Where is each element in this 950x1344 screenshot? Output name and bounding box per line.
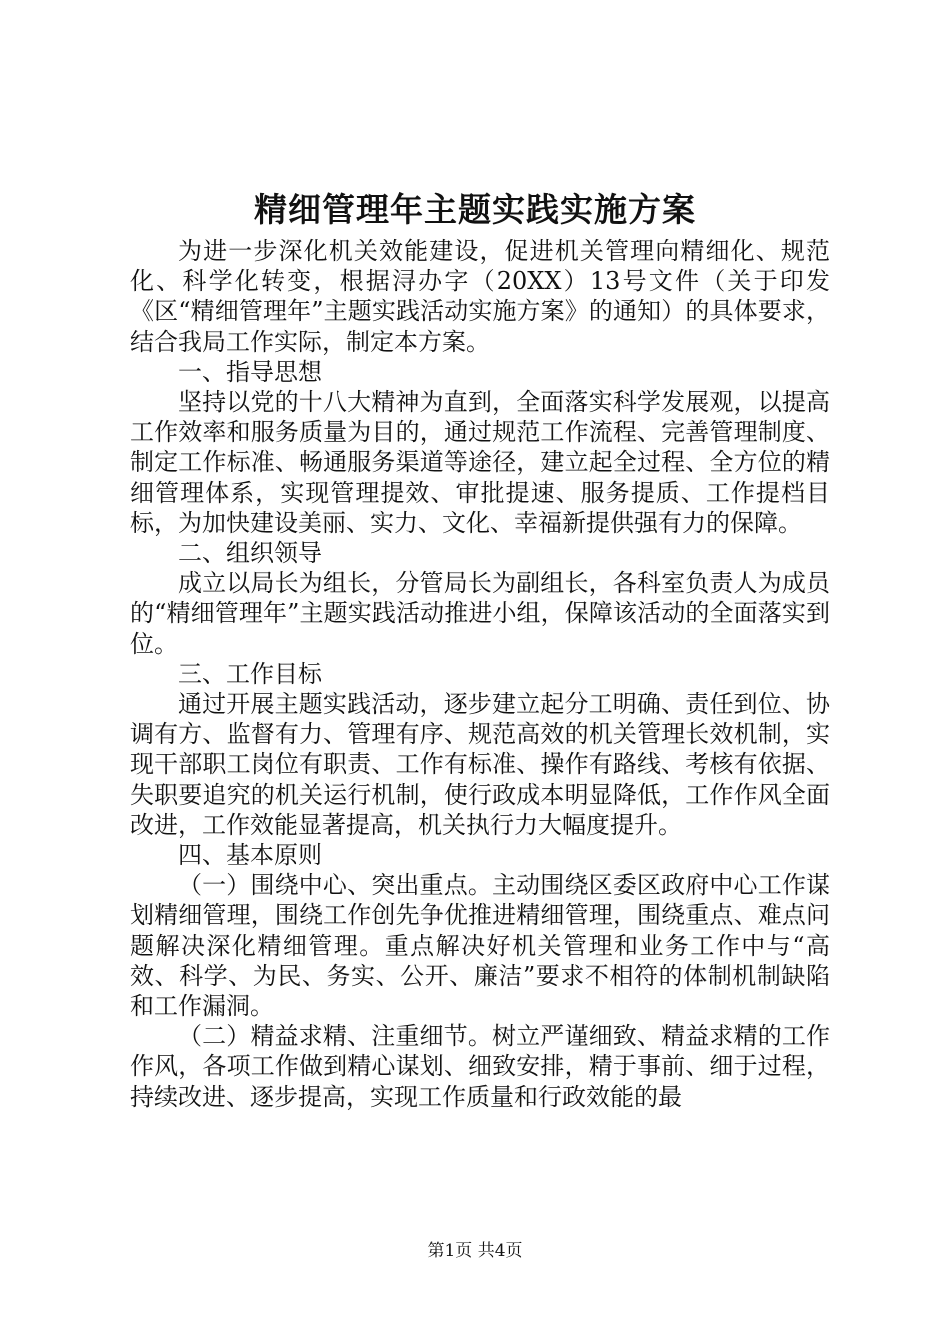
document-title: 精细管理年主题实践实施方案 bbox=[254, 190, 696, 229]
heading-guiding-ideology: 一、指导思想 bbox=[178, 357, 322, 386]
paragraph-work-goals: 通过开展主题实践活动，逐步建立起分工明确、责任到位、协调有方、监督有力、管理有序、规范高效的机关管理长效机制，实现干部职工岗位有职责、工作有标准、操作有路线、考核有依据、失职要追究的机关运行机制，使行政成本明显降低，工作作风全面改进，工作效能显著提高，机关执行力大幅度提升。 bbox=[130, 690, 830, 839]
paragraph-principle-1: （一）围绕中心、突出重点。主动围绕区委区政府中心工作谋划精细管理，围绕工作创先争优推进精细管理，围绕重点、难点问题解决深化精细管理。重点解决好机关管理和业务工作中与“高效、科学、为民、务实、公开、廉洁”要求不相符的体制机制缺陷和工作漏洞。 bbox=[130, 871, 830, 1021]
paragraph-principle-2: （二）精益求精、注重细节。树立严谨细致、精益求精的工作作风，各项工作做到精心谋划、细致安排，精于事前、细于过程，持续改进、逐步提高，实现工作质量和行政效能的最 bbox=[130, 1022, 830, 1111]
heading-work-goals: 三、工作目标 bbox=[178, 659, 322, 688]
paragraph-intro: 为进一步深化机关效能建设，促进机关管理向精细化、规范化、科学化转变，根据浔办字（20XX）13号文件（关于印发《区“精细管理年”主题实践活动实施方案》的通知）的具体要求，结合我局工作实际，制定本方案。 bbox=[130, 237, 830, 356]
paragraph-guiding-ideology: 坚持以党的十八大精神为直到，全面落实科学发展观，以提高工作效率和服务质量为目的，通过规范工作流程、完善管理制度、制定工作标准、畅通服务渠道等途径，建立起全过程、全方位的精细管理体系，实现管理提效、审批提速、服务提质、工作提档目标，为加快建设美丽、实力、文化、幸福新提供强有力的保障。 bbox=[130, 388, 830, 537]
paragraph-organization: 成立以局长为组长，分管局长为副组长，各科室负责人为成员的“精细管理年”主题实践活动推进小组，保障该活动的全面落实到位。 bbox=[130, 569, 830, 658]
heading-basic-principles: 四、基本原则 bbox=[178, 841, 322, 870]
document-body bbox=[130, 236, 830, 1112]
heading-organization: 二、组织领导 bbox=[178, 539, 322, 568]
page-footer: 第1页 共4页 bbox=[427, 1241, 523, 1261]
